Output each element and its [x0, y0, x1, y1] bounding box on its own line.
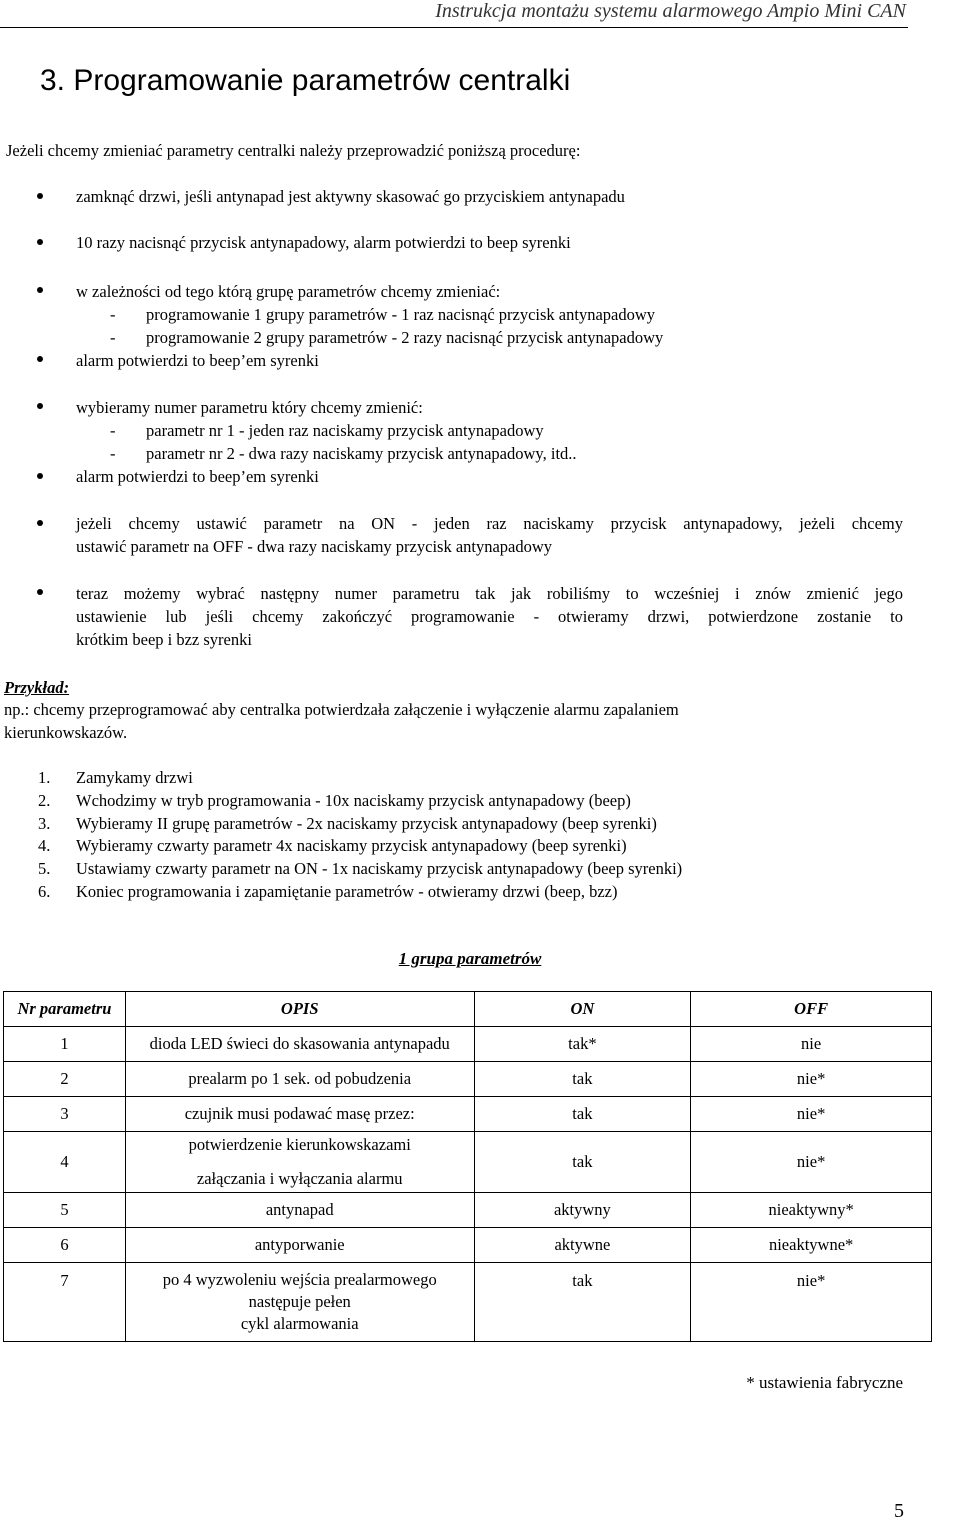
- intro-text: Jeżeli chcemy zmieniać parametry centralki należy przeprowadzić poniższą procedurę:: [6, 141, 581, 160]
- step-alarm-confirms: alarm potwierdzi to beep’em syrenki: [76, 351, 319, 370]
- table-row: [4, 1193, 932, 1228]
- cell-opis-line: załączania i wyłączania alarmu: [196, 1169, 403, 1188]
- bullet: [37, 239, 43, 245]
- cell-off: nieaktywny*: [691, 1193, 932, 1228]
- bullet: [37, 520, 43, 526]
- cell-opis: [125, 1263, 474, 1342]
- cell-off: nie*: [691, 1132, 932, 1193]
- cell-nr: 4: [4, 1132, 126, 1193]
- dash: -: [110, 421, 116, 440]
- table-row: [4, 1263, 932, 1342]
- step-next-parameter-line2: ustawienie lub jeśli chcemy zakończyć programowanie - otwieramy drzwi, potwierdzone zostanie to: [76, 607, 903, 626]
- step-set-on-off-line1: jeżeli chcemy ustawić parametr na ON - jeden raz naciskamy przycisk antynapadowy, jeżeli chcemy: [76, 514, 903, 533]
- step-close-doors: zamknąć drzwi, jeśli antynapad jest aktywny skasować go przyciskiem antynapadu: [76, 187, 625, 206]
- footnote: * ustawienia fabryczne: [746, 1373, 903, 1392]
- step-choose-group: w zależności od tego którą grupę parametrów chcemy zmieniać:: [76, 282, 501, 301]
- example-heading: Przykład:: [4, 678, 70, 697]
- step-parameter-1: parametr nr 1 - jeden raz naciskamy przycisk antynapadowy: [146, 421, 544, 440]
- column-header-on: ON: [474, 992, 691, 1027]
- parameters-table: [3, 991, 932, 1342]
- cell-nr: 7: [4, 1263, 126, 1342]
- cell-opis: dioda LED świeci do skasowania antynapadu: [125, 1027, 474, 1062]
- cell-nr: 1: [4, 1027, 126, 1062]
- column-header-off: OFF: [691, 992, 932, 1027]
- cell-nr: 2: [4, 1062, 126, 1097]
- bullet: [37, 403, 43, 409]
- step-set-on-off-line2: ustawić parametr na OFF - dwa razy naciskamy przycisk antynapadowy: [76, 537, 553, 556]
- document-header: Instrukcja montażu systemu alarmowego Ampio Mini CAN: [435, 0, 906, 22]
- example-item-text: Koniec programowania i zapamiętanie parametrów - otwieramy drzwi (beep, bzz): [76, 882, 618, 901]
- cell-opis-line: po 4 wyzwoleniu wejścia prealarmowego następuje pełen: [162, 1270, 437, 1311]
- cell-off: nie*: [691, 1062, 932, 1097]
- example-item-number: 3.: [38, 814, 51, 833]
- cell-off: nieaktywne*: [691, 1228, 932, 1263]
- step-choose-parameter: wybieramy numer parametru który chcemy zmienić:: [76, 398, 423, 417]
- cell-on: tak: [474, 1097, 691, 1132]
- cell-nr: 3: [4, 1097, 126, 1132]
- table-row: [4, 1062, 932, 1097]
- cell-opis-line: potwierdzenie kierunkowskazami: [188, 1135, 411, 1154]
- example-item-number: 5.: [38, 859, 51, 878]
- example-item-number: 6.: [38, 882, 51, 901]
- dash: -: [110, 328, 116, 347]
- step-group-2: programowanie 2 grupy parametrów - 2 razy nacisnąć przycisk antynapadowy: [146, 328, 664, 347]
- cell-on: aktywny: [474, 1193, 691, 1228]
- cell-on: tak: [474, 1062, 691, 1097]
- table-row: [4, 1027, 932, 1062]
- section-title: 3. Programowanie parametrów centralki: [40, 64, 571, 97]
- header-rule: [0, 27, 908, 28]
- example-item-number: 2.: [38, 791, 51, 810]
- example-item-number: 4.: [38, 836, 51, 855]
- cell-opis: [125, 1132, 474, 1193]
- example-item-text: Ustawiamy czwarty parametr na ON - 1x naciskamy przycisk antynapadowy (beep syrenki): [76, 859, 683, 878]
- example-item-text: Wybieramy II grupę parametrów - 2x naciskamy przycisk antynapadowy (beep syrenki): [76, 814, 657, 833]
- cell-off: nie*: [691, 1263, 932, 1342]
- cell-opis: czujnik musi podawać masę przez:: [125, 1097, 474, 1132]
- table-row: [4, 1097, 932, 1132]
- step-alarm-confirms-2: alarm potwierdzi to beep’em syrenki: [76, 467, 319, 486]
- cell-opis-line: cykl alarmowania: [240, 1314, 359, 1333]
- table-title: 1 grupa parametrów: [398, 949, 542, 968]
- cell-on: tak: [474, 1263, 691, 1342]
- bullet: [37, 287, 43, 293]
- step-next-parameter-line1: teraz możemy wybrać następny numer parametru tak jak robiliśmy to wcześniej i znów zmienić jego: [76, 584, 903, 603]
- example-item-text: Wybieramy czwarty parametr 4x naciskamy przycisk antynapadowy (beep syrenki): [76, 836, 627, 855]
- cell-opis: antynapad: [125, 1193, 474, 1228]
- bullet: [37, 473, 43, 479]
- cell-opis: prealarm po 1 sek. od pobudzenia: [125, 1062, 474, 1097]
- example-text-line2: kierunkowskazów.: [4, 723, 128, 742]
- cell-nr: 5: [4, 1193, 126, 1228]
- bullet: [37, 589, 43, 595]
- cell-opis: antyporwanie: [125, 1228, 474, 1263]
- example-item-text: Wchodzimy w tryb programowania - 10x naciskamy przycisk antynapadowy (beep): [76, 791, 631, 810]
- cell-nr: 6: [4, 1228, 126, 1263]
- example-item-text: Zamykamy drzwi: [76, 768, 193, 787]
- step-parameter-2: parametr nr 2 - dwa razy naciskamy przycisk antynapadowy, itd..: [146, 444, 577, 463]
- table-row: [4, 1132, 932, 1193]
- cell-on: aktywne: [474, 1228, 691, 1263]
- step-group-1: programowanie 1 grupy parametrów - 1 raz nacisnąć przycisk antynapadowy: [146, 305, 656, 324]
- dash: -: [110, 444, 116, 463]
- cell-on: tak*: [474, 1027, 691, 1062]
- page-number: 5: [894, 1500, 904, 1522]
- cell-off: nie: [691, 1027, 932, 1062]
- bullet: [37, 193, 43, 199]
- cell-on: tak: [474, 1132, 691, 1193]
- step-press-10-times: 10 razy nacisnąć przycisk antynapadowy, alarm potwierdzi to beep syrenki: [76, 233, 571, 252]
- table-row: [4, 1228, 932, 1263]
- example-text-line1: np.: chcemy przeprogramować aby centralka potwierdzała załączenie i wyłączenie alarmu zapalaniem: [4, 700, 679, 719]
- cell-off: nie*: [691, 1097, 932, 1132]
- column-header-opis: OPIS: [125, 992, 474, 1027]
- table-header-row: [4, 992, 932, 1027]
- bullet: [37, 356, 43, 362]
- dash: -: [110, 305, 116, 324]
- column-header-nr: Nr parametru: [4, 992, 126, 1027]
- example-item-number: 1.: [38, 768, 51, 787]
- step-next-parameter-line3: krótkim beep i bzz syrenki: [76, 630, 252, 649]
